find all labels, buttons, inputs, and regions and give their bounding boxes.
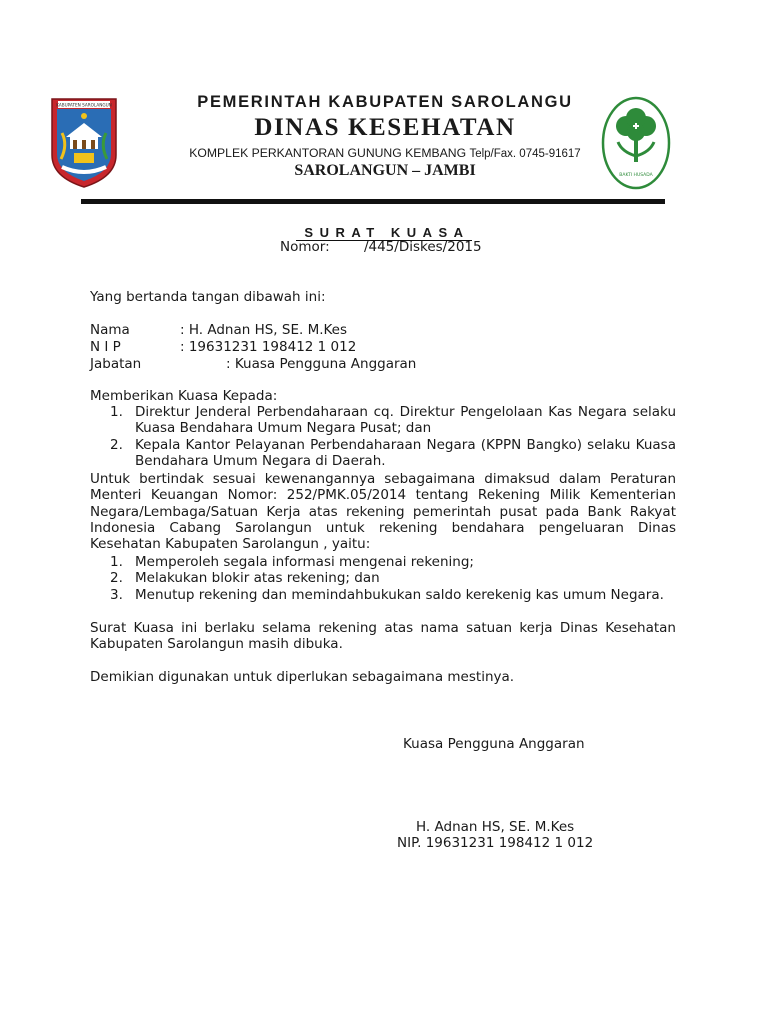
closing-text: Demikian digunakan untuk diperlukan sebagaimana mestinya. [90,669,515,685]
identity-position-label: Jabatan [90,356,142,372]
svg-text:KABUPATEN SAROLANGUN: KABUPATEN SAROLANGUN [56,102,112,108]
recipient-item: Kepala Kantor Pelayanan Perbendaharaan Negara (KPPN Bangko) selaku Kuasa Bendahara Umum Negara di Daerah. [135,437,676,470]
duty-number: 1. [110,554,123,570]
identity-name-label: Nama [90,322,130,338]
document-number: Nomor: /445/Diskes/2015 [280,239,482,255]
sarolangun-seal-icon [48,97,120,189]
signature-name: H. Adnan HS, SE. M.Kes [416,819,575,835]
letterhead-address [125,146,645,160]
letterhead-city: SAROLANGUN – JAMBI [294,162,476,179]
svg-text:BAKTI HUSADA: BAKTI HUSADA [619,173,653,178]
letterhead-office-name: DINAS KESEHATAN [254,114,516,141]
duty-number: 3. [110,587,123,603]
letterhead-government-name: PEMERINTAH KABUPATEN SAROLANGU [197,93,573,111]
letterhead-divider [81,199,665,204]
recipient-number: 2. [110,437,123,453]
validity-paragraph: Surat Kuasa ini berlaku selama rekening atas nama satuan kerja Dinas Kesehatan Kabupaten Sarolangun masih dibuka. [90,620,676,653]
identity-position-value: : Kuasa Pengguna Anggaran [226,356,417,372]
recipient-number: 1. [110,404,123,420]
duty-number: 2. [110,570,123,586]
duty-item: Memperoleh segala informasi mengenai rekening; [135,554,474,570]
signature-nip: NIP. 19631231 198412 1 012 [397,835,594,851]
recipient-item: Direktur Jenderal Perbendaharaan cq. Direktur Pengelolaan Kas Negara selaku Kuasa Bendahara Umum Negara Pusat; dan [135,404,676,437]
authority-paragraph: Untuk bertindak sesuai kewenangannya sebagaimana dimaksud dalam Peraturan Menteri Keuangan Nomor: 252/PMK.05/2014 tentang Rekening Milik Kementerian Negara/Lembaga/Satuan Kerja atas rekening pemerintah pusat pada Bank Rakyat Indonesia Cabang Sarolangun untuk rekening bendahara pengeluaran Dinas Kesehatan Kabupaten Sarolangun , yaitu: [90,471,676,553]
bakti-husada-logo-icon [600,96,672,192]
identity-nip-value: : 19631231 198412 1 012 [180,339,357,355]
document-title-text: SURAT KUASA [296,225,471,241]
signature-role: Kuasa Pengguna Anggaran [403,736,585,752]
intro-text: Yang bertanda tangan dibawah ini: [90,289,326,305]
letterhead-address-text: KOMPLEK PERKANTORAN GUNUNG KEMBANG [189,146,467,160]
grant-heading: Memberikan Kuasa Kepada: [90,388,278,404]
letterhead-contact: Telp/Fax. 0745-91617 [469,148,581,160]
duty-item: Menutup rekening dan memindahbukukan saldo kerekenig kas umum Negara. [135,587,664,603]
duty-item: Melakukan blokir atas rekening; dan [135,570,380,586]
identity-nip-label: N I P [90,339,121,355]
identity-name-value: : H. Adnan HS, SE. M.Kes [180,322,348,338]
